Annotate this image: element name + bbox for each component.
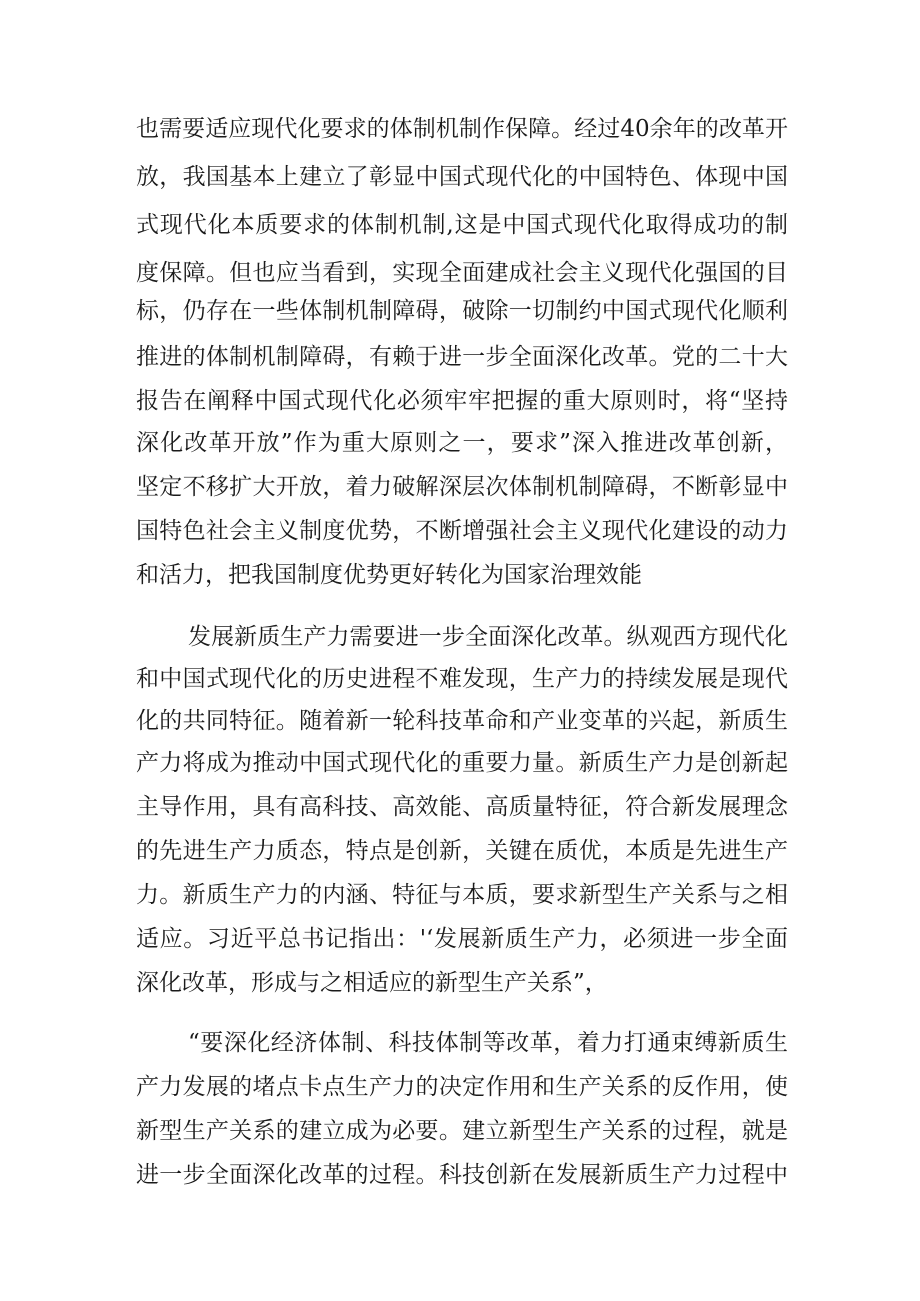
text-line: 式现代化本质要求的体制机制,这是中国式现代化取得成功的制	[136, 212, 788, 238]
text-line: 报告在阐释中国式现代化必须牢牢把握的重大原则时，将“坚持	[136, 388, 788, 414]
text-line: 新型生产关系的建立成为必要。建立新型生产关系的过程，就是	[136, 1118, 788, 1144]
text-line: “要深化经济体制、科技体制等改革，着力打通束缚新质生	[188, 1030, 788, 1056]
text-line: 放，我国基本上建立了彰显中国式现代化的中国特色、体现中国	[136, 164, 788, 190]
text-line: 推进的体制机制障碍，有赖于进一步全面深化改革。党的二十大	[136, 344, 788, 370]
text-line: 主导作用，具有高科技、高效能、高质量特征，符合新发展理念	[136, 794, 788, 820]
text-line: 化的共同特征。随着新一轮科技革命和产业变革的兴起，新质生	[136, 708, 788, 734]
text-line: 国特色社会主义制度优势，不断增强社会主义现代化建设的动力	[136, 518, 788, 544]
text-line: 进一步全面深化改革的过程。科技创新在发展新质生产力过程中	[136, 1162, 788, 1188]
text-line: 也需要适应现代化要求的体制机制作保障。经过40余年的改革开	[136, 116, 788, 142]
text-line: 产力将成为推动中国式现代化的重要力量。新质生产力是创新起	[136, 750, 788, 776]
text-line: 度保障。但也应当看到，实现全面建成社会主义现代化强国的目	[136, 260, 788, 286]
text-line: 和中国式现代化的历史进程不难发现，生产力的持续发展是现代	[136, 666, 788, 692]
text-line: 适应。习近平总书记指出：'‘发展新质生产力，必须进一步全面	[136, 926, 788, 952]
text-line: 力。新质生产力的内涵、特征与本质，要求新型生产关系与之相	[136, 882, 788, 908]
text-line: 深化改革，形成与之相适应的新型生产关系”，	[136, 970, 608, 996]
text-line: 坚定不移扩大开放，着力破解深层次体制机制障碍，不断彰显中	[136, 474, 788, 500]
text-line: 标，仍存在一些体制机制障碍，破除一切制约中国式现代化顺利	[136, 298, 788, 324]
text-line: 和活力，把我国制度优势更好转化为国家治理效能	[136, 562, 642, 588]
text-line: 的先进生产力质态，特点是创新，关键在质优，本质是先进生产	[136, 838, 788, 864]
text-line: 发展新质生产力需要进一步全面深化改革。纵观西方现代化	[188, 624, 788, 650]
text-line: 产力发展的堵点卡点生产力的决定作用和生产关系的反作用，使	[136, 1074, 788, 1100]
text-line: 深化改革开放”作为重大原则之一，要求”深入推进改革创新，	[136, 430, 788, 456]
